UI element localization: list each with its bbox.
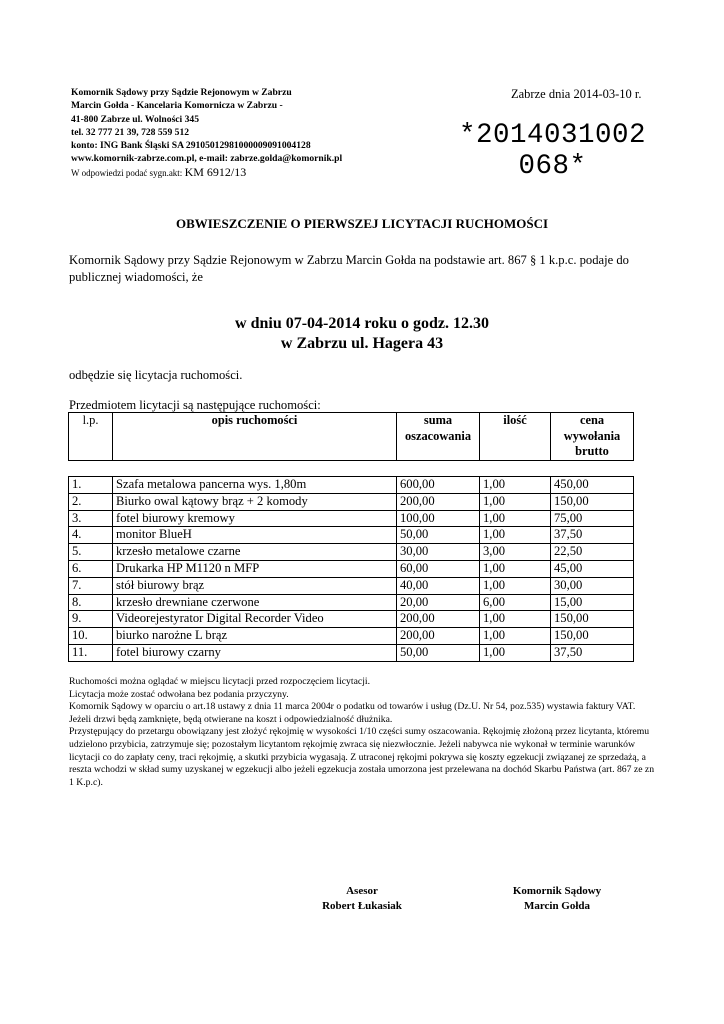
table-row	[69, 560, 634, 577]
document-date: Zabrze dnia 2014-03-10 r.	[511, 87, 642, 101]
cell-lp: 5.	[69, 544, 113, 561]
cell-valuation: 600,00	[397, 477, 480, 494]
cell-quantity: 1,00	[480, 477, 551, 494]
cell-price: 15,00	[551, 594, 634, 611]
header-line: Komornik Sądowy przy Sądzie Rejonowym w Zabrzu	[71, 87, 292, 98]
case-reference	[71, 166, 342, 180]
cell-quantity: 1,00	[480, 527, 551, 544]
cell-valuation: 50,00	[397, 527, 480, 544]
cell-description: Szafa metalowa pancerna wys. 1,80m	[113, 477, 397, 494]
cell-quantity: 1,00	[480, 560, 551, 577]
cell-lp: 10.	[69, 628, 113, 645]
barcode-text	[440, 120, 665, 182]
header-line: tel. 32 777 21 39, 728 559 512	[71, 126, 190, 138]
barcode-line: 068*	[518, 151, 587, 182]
signature-name: Marcin Gołda	[523, 900, 591, 912]
col-header-price: cena wywołania brutto	[551, 413, 634, 461]
case-reference-label: W odpowiedzi podać sygn.akt:	[71, 167, 183, 178]
note-paragraph: Przystępujący do przetargu obowiązany jest złożyć rękojmię w wysokości 1/10 części sumy oszacowania. Rękojmię złożoną przez licytanta, któremu udzielono przybicia, zatrzymuje się; pozostałym licytantom rękojmię zwraca się niezwłocznie. Jeżeli nabywca nie wykonał w terminie warunków licytacji co do zapłaty ceny, traci rękojmię, a skutki przybicia wygasają. Z utraconej rękojmi pokrywa się koszty egzekucji związanej ze sprzedażą, a reszta wchodzi w skład sumy uzyskanej w egzekucji albo jeżeli egzekucja została umorzona jest przelewana na dochód Skarbu Państwa (art. 867 ze zn 1 K.p.c).	[69, 726, 655, 788]
table-row	[69, 644, 634, 661]
cell-lp: 8.	[69, 594, 113, 611]
auction-notes	[69, 676, 655, 789]
cell-quantity: 1,00	[480, 493, 551, 510]
cell-valuation: 20,00	[397, 594, 480, 611]
cell-lp: 11.	[69, 644, 113, 661]
table-row	[69, 611, 634, 628]
cell-price: 37,50	[551, 644, 634, 661]
col-header-quantity: ilość	[480, 413, 551, 461]
cell-description: stół biurowy brąz	[113, 577, 397, 594]
cell-valuation: 40,00	[397, 577, 480, 594]
cell-quantity: 1,00	[480, 611, 551, 628]
header-line: www.komornik-zabrze.com.pl, e-mail: zabrze.golda@komornik.pl	[71, 153, 343, 165]
cell-price: 150,00	[551, 628, 634, 645]
cell-valuation: 100,00	[397, 510, 480, 527]
table-header-row	[69, 413, 634, 461]
signature-role: Asesor	[346, 885, 378, 897]
cell-description: Videorejestyrator Digital Recorder Video	[113, 611, 397, 628]
cell-description: biurko narożne L brąz	[113, 628, 397, 645]
cell-valuation: 200,00	[397, 628, 480, 645]
col-header-valuation: suma oszacowania	[397, 413, 480, 461]
note-paragraph: Licytacja może zostać odwołana bez podania przyczyny.	[69, 688, 289, 700]
table-row	[69, 577, 634, 594]
table-row	[69, 544, 634, 561]
cell-valuation: 60,00	[397, 560, 480, 577]
cell-quantity: 1,00	[480, 628, 551, 645]
cell-lp: 7.	[69, 577, 113, 594]
cell-price: 30,00	[551, 577, 634, 594]
cell-description: monitor BlueH	[113, 527, 397, 544]
cell-lp: 1.	[69, 477, 113, 494]
header-line: Marcin Gołda - Kancelaria Komornicza w Zabrzu -	[71, 100, 283, 112]
cell-price: 22,50	[551, 544, 634, 561]
cell-quantity: 3,00	[480, 544, 551, 561]
items-table-header	[68, 412, 634, 461]
cell-lp: 4.	[69, 527, 113, 544]
cell-lp: 3.	[69, 510, 113, 527]
cell-quantity: 1,00	[480, 644, 551, 661]
items-table	[68, 476, 634, 662]
table-row	[69, 510, 634, 527]
cell-quantity: 1,00	[480, 510, 551, 527]
cell-description: krzesło metalowe czarne	[113, 544, 397, 561]
barcode-line: *2014031002	[458, 120, 647, 151]
table-row	[69, 493, 634, 510]
table-row	[69, 477, 634, 494]
cell-lp: 9.	[69, 611, 113, 628]
signature-role: Komornik Sądowy	[512, 885, 602, 897]
auction-datetime: w dniu 07-04-2014 roku o godz. 12.30	[235, 315, 489, 332]
cell-valuation: 30,00	[397, 544, 480, 561]
cell-price: 45,00	[551, 560, 634, 577]
subject-heading: Przedmiotem licytacji są następujące ruchomości:	[69, 398, 321, 412]
signature-assessor	[300, 884, 424, 914]
intro-paragraph: Komornik Sądowy przy Sądzie Rejonowym w Zabrzu Marcin Gołda na podstawie art. 867 § 1 k.p.c. podaje do publicznej wiadomości, że	[69, 253, 629, 284]
cell-quantity: 6,00	[480, 594, 551, 611]
cell-description: krzesło drewniane czerwone	[113, 594, 397, 611]
cell-lp: 2.	[69, 493, 113, 510]
document-title: OBWIESZCZENIE O PIERWSZEJ LICYTACJI RUCHOMOŚCI	[175, 216, 549, 231]
note-paragraph: Komornik Sądowy w oparciu o art.18 ustawy z dnia 11 marca 2004r o podatku od towarów i usług (Dz.U. Nr 54, poz.535) wystawia faktury VAT.	[69, 701, 636, 713]
cell-price: 450,00	[551, 477, 634, 494]
header-line: konto: ING Bank Śląski SA 29105012981000009091004128	[71, 140, 311, 152]
auction-location: w Zabrzu ul. Hagera 43	[280, 335, 444, 352]
cell-lp: 6.	[69, 560, 113, 577]
cell-price: 150,00	[551, 493, 634, 510]
auction-event	[0, 314, 724, 354]
table-row	[69, 594, 634, 611]
bailiff-header	[71, 86, 342, 180]
cell-price: 150,00	[551, 611, 634, 628]
col-header-description: opis ruchomości	[113, 413, 397, 461]
table-row	[69, 628, 634, 645]
cell-valuation: 200,00	[397, 493, 480, 510]
table-row	[69, 527, 634, 544]
cell-price: 37,50	[551, 527, 634, 544]
cell-quantity: 1,00	[480, 577, 551, 594]
signature-bailiff	[492, 884, 622, 914]
cell-description: Biurko owal kątowy brąz + 2 komody	[113, 493, 397, 510]
note-paragraph: Jeżeli drzwi będą zamknięte, będą otwierane na koszt i odpowiedzialność dłużnika.	[69, 713, 393, 725]
col-header-lp: l.p.	[69, 413, 113, 461]
cell-description: Drukarka HP M1120 n MFP	[113, 560, 397, 577]
signature-name: Robert Łukasiak	[322, 900, 402, 912]
cell-price: 75,00	[551, 510, 634, 527]
case-reference-value: KM 6912/13	[184, 164, 247, 179]
note-paragraph: Ruchomości można oglądać w miejscu licytacji przed rozpoczęciem licytacji.	[69, 676, 370, 687]
header-line: 41-800 Zabrze ul. Wolności 345	[71, 113, 200, 125]
auction-statement: odbędzie się licytacja ruchomości.	[69, 368, 243, 382]
cell-valuation: 50,00	[397, 644, 480, 661]
cell-description: fotel biurowy czarny	[113, 644, 397, 661]
cell-description: fotel biurowy kremowy	[113, 510, 397, 527]
cell-valuation: 200,00	[397, 611, 480, 628]
